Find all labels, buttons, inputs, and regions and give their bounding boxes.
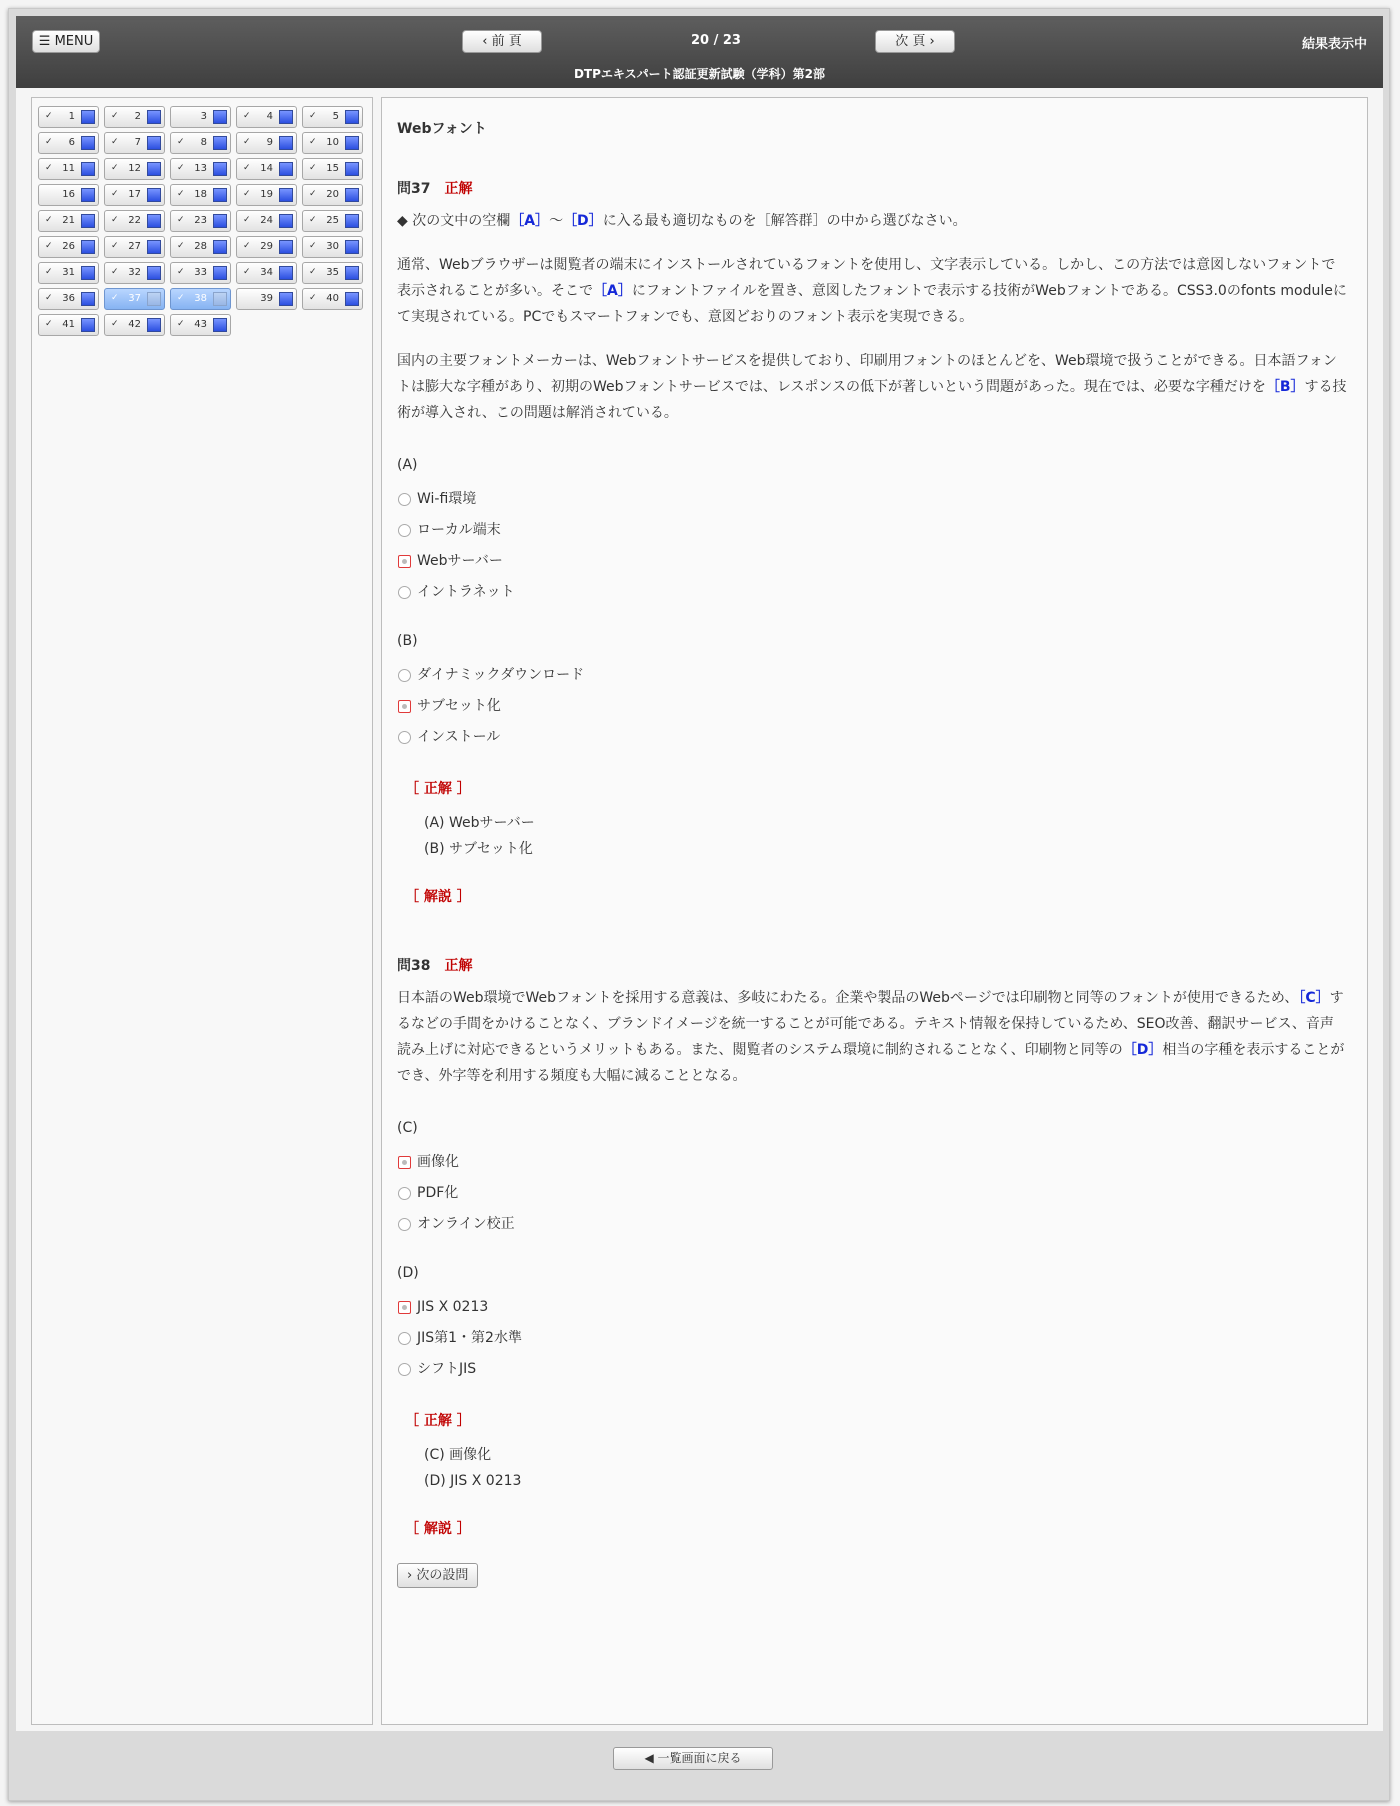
question-nav-button[interactable] [302, 184, 363, 206]
group-b-label: (B) [397, 633, 418, 649]
question-number: 23 [194, 215, 207, 226]
check-icon: ✓ [111, 111, 119, 121]
question-nav-button[interactable] [302, 262, 363, 284]
flag-checkbox-icon[interactable] [147, 292, 161, 306]
check-icon: ✓ [45, 163, 53, 173]
question-number: 22 [128, 215, 141, 226]
chevron-right-icon: › [407, 1568, 413, 1583]
question-number: 8 [200, 137, 207, 148]
check-icon: ✓ [177, 293, 185, 303]
flag-checkbox-icon[interactable] [345, 240, 359, 254]
question-nav-button[interactable] [104, 158, 165, 180]
question-nav-button[interactable] [236, 158, 297, 180]
check-icon: ✓ [45, 293, 53, 303]
question-number: 3 [200, 111, 207, 122]
radio-icon[interactable] [398, 1187, 411, 1200]
question-nav-button[interactable] [104, 314, 165, 336]
question-37-header: 問37 正解 [397, 181, 473, 197]
status-text: 結果表示中 [1301, 37, 1367, 52]
question-number: 9 [266, 137, 273, 148]
check-icon: ✓ [177, 267, 185, 277]
answer-option[interactable] [397, 577, 1347, 608]
radio-icon[interactable] [398, 1363, 411, 1376]
option-label: ローカル端末 [417, 522, 501, 538]
flag-checkbox-icon[interactable] [213, 136, 227, 150]
question-number: 11 [62, 163, 75, 174]
question-number: 27 [128, 241, 141, 252]
question-nav-button[interactable] [170, 314, 231, 336]
question-number: 18 [194, 189, 207, 200]
question-nav-button[interactable] [104, 236, 165, 258]
flag-checkbox-icon[interactable] [213, 110, 227, 124]
flag-checkbox-icon[interactable] [81, 240, 95, 254]
arrow-left-circle-icon: ◀ [644, 1751, 654, 1765]
next-question-button[interactable]: › 次の設問 [397, 1563, 478, 1588]
question-number: 26 [62, 241, 75, 252]
group-b-options [397, 660, 1347, 753]
flag-checkbox-icon[interactable] [279, 266, 293, 280]
question-nav-button[interactable] [38, 132, 99, 154]
answer-option[interactable] [397, 1147, 1347, 1178]
check-icon: ✓ [309, 267, 317, 277]
flag-checkbox-icon[interactable] [279, 240, 293, 254]
flag-checkbox-icon[interactable] [213, 214, 227, 228]
question-number: 35 [326, 267, 339, 278]
flag-checkbox-icon[interactable] [147, 266, 161, 280]
exam-title: DTPエキスパート認証更新試験（学科）第2部 [573, 67, 826, 81]
question-number: 37 [128, 293, 141, 304]
question-paragraph-2: 国内の主要フォントメーカーは、Webフォントサービスを提供しており、印刷用フォントのほとんどを、Web環境で扱うことができる。日本語フォントは膨大な字種があり、初期のWebフォントサービスでは、レスポンスの低下が著しいという問題があった。現在では、必要な字種だけを［B］する技術が導入され、この問題は解消されている。 [397, 353, 1347, 421]
blank-marker: ［A］ [593, 283, 632, 299]
question-nav-button[interactable] [170, 262, 231, 284]
question-nav-button[interactable] [170, 184, 231, 206]
question-number: 32 [128, 267, 141, 278]
flag-checkbox-icon[interactable] [213, 240, 227, 254]
check-icon: ✓ [111, 137, 119, 147]
check-icon: ✓ [45, 215, 53, 225]
question-nav-button[interactable] [38, 106, 99, 128]
flag-checkbox-icon[interactable] [345, 292, 359, 306]
question-number: 10 [326, 137, 339, 148]
radio-selected-icon[interactable] [398, 555, 411, 568]
group-c-label: (C) [397, 1120, 418, 1136]
radio-icon[interactable] [398, 1332, 411, 1345]
option-label: シフトJIS [417, 1361, 477, 1377]
question-number: 2 [134, 111, 141, 122]
question-nav-button[interactable] [236, 210, 297, 232]
question-number: 15 [326, 163, 339, 174]
radio-icon[interactable] [398, 669, 411, 682]
answer-option[interactable] [397, 1178, 1347, 1209]
question-nav-button[interactable] [236, 262, 297, 284]
blank-marker: ［A］ [510, 213, 550, 229]
answer-line: (A) Webサーバー [424, 815, 535, 831]
blank-marker: ［B］ [1265, 379, 1305, 395]
question-38-header: 問38 正解 [397, 958, 473, 974]
check-icon: ✓ [177, 189, 185, 199]
flag-checkbox-icon[interactable] [345, 136, 359, 150]
blank-marker: ［D］ [563, 213, 603, 229]
question-grid [38, 106, 363, 336]
question-nav-button[interactable] [170, 106, 231, 128]
flag-checkbox-icon[interactable] [81, 136, 95, 150]
question-number: 33 [194, 267, 207, 278]
question-number: 34 [260, 267, 273, 278]
check-icon: ✓ [111, 293, 119, 303]
radio-icon[interactable] [398, 586, 411, 599]
question-number: 25 [326, 215, 339, 226]
question-nav-button[interactable] [38, 314, 99, 336]
answer-option[interactable] [397, 546, 1347, 577]
check-icon: ✓ [177, 163, 185, 173]
flag-checkbox-icon[interactable] [147, 318, 161, 332]
flag-checkbox-icon[interactable] [345, 162, 359, 176]
explanation-heading: ［ 解説 ］ [405, 1521, 471, 1537]
check-icon: ✓ [243, 241, 251, 251]
answer-line: (D) JIS X 0213 [424, 1473, 522, 1489]
question-nav-button[interactable] [302, 106, 363, 128]
question-nav-button[interactable] [236, 106, 297, 128]
option-label: PDF化 [417, 1185, 459, 1201]
chevron-right-icon: › [929, 34, 935, 49]
check-icon: ✓ [45, 267, 53, 277]
question-number: 31 [62, 267, 75, 278]
check-icon: ✓ [243, 189, 251, 199]
radio-icon[interactable] [398, 493, 411, 506]
top-toolbar [16, 16, 1383, 88]
flag-checkbox-icon[interactable] [345, 188, 359, 202]
check-icon: ✓ [111, 215, 119, 225]
option-label: Webサーバー [417, 553, 503, 569]
answer-option[interactable] [397, 691, 1347, 722]
flag-checkbox-icon[interactable] [81, 188, 95, 202]
question-nav-button[interactable] [302, 210, 363, 232]
check-icon: ✓ [177, 319, 185, 329]
group-d-label: (D) [397, 1265, 419, 1281]
hamburger-icon: ☰ [38, 34, 51, 49]
question-nav-button[interactable] [38, 262, 99, 284]
question-panel [381, 97, 1368, 1725]
flag-checkbox-icon[interactable] [213, 266, 227, 280]
question-nav-button[interactable] [302, 132, 363, 154]
question-nav-button[interactable] [104, 262, 165, 284]
question-nav-button[interactable] [38, 184, 99, 206]
question-number: 16 [62, 189, 75, 200]
option-label: JIS X 0213 [417, 1299, 489, 1315]
answer-option[interactable] [397, 515, 1347, 546]
question-nav-button[interactable] [104, 132, 165, 154]
back-to-list-button[interactable]: ◀ 一覧画面に戻る [613, 1747, 773, 1770]
check-icon: ✓ [45, 111, 53, 121]
section-title: Webフォント [397, 121, 487, 137]
flag-checkbox-icon[interactable] [279, 110, 293, 124]
question-content [397, 116, 1347, 1588]
flag-checkbox-icon[interactable] [81, 292, 95, 306]
option-label: オンライン校正 [417, 1216, 515, 1232]
next-page-button[interactable]: 次 頁 › [875, 30, 955, 53]
instruction-text: ◆ 次の文中の空欄［A］〜［D］に入る最も適切なものを［解答群］の中から選びなさい。 [397, 213, 967, 229]
check-icon: ✓ [309, 293, 317, 303]
radio-selected-icon[interactable] [398, 1156, 411, 1169]
question-number: 24 [260, 215, 273, 226]
answer-option[interactable] [397, 660, 1347, 691]
question-number: 40 [326, 293, 339, 304]
menu-button[interactable]: ☰ MENU [32, 30, 100, 53]
question-number: 36 [62, 293, 75, 304]
check-icon: ✓ [111, 241, 119, 251]
question-number: 43 [194, 319, 207, 330]
question-nav-button[interactable] [104, 184, 165, 206]
flag-checkbox-icon[interactable] [147, 162, 161, 176]
question-nav-button[interactable] [38, 236, 99, 258]
question-nav-button[interactable] [38, 210, 99, 232]
answer-option[interactable] [397, 722, 1347, 753]
question-number: 7 [134, 137, 141, 148]
check-icon: ✓ [111, 163, 119, 173]
flag-checkbox-icon[interactable] [279, 162, 293, 176]
flag-checkbox-icon[interactable] [147, 188, 161, 202]
question-number: 20 [326, 189, 339, 200]
answer-line: (C) 画像化 [424, 1447, 492, 1463]
answer-heading: ［ 正解 ］ [405, 781, 471, 797]
check-icon: ✓ [309, 111, 317, 121]
question-nav-button[interactable] [170, 158, 231, 180]
check-icon: ✓ [243, 111, 251, 121]
answer-line: (B) サブセット化 [424, 841, 533, 857]
option-label: ダイナミックダウンロード [417, 667, 585, 683]
flag-checkbox-icon[interactable] [345, 110, 359, 124]
flag-checkbox-icon[interactable] [345, 266, 359, 280]
flag-checkbox-icon[interactable] [213, 188, 227, 202]
question-nav-button[interactable] [104, 288, 165, 310]
question-paragraph: 日本語のWeb環境でWebフォントを採用する意義は、多岐にわたる。企業や製品のWebページでは印刷物と同等のフォントが使用できるため、［C］するなどの手間をかけることなく、ブランドイメージを統一することが可能である。テキスト情報を保持しているため、SEO改善、翻訳サービス、音声読み上げに対応できるというメリットもある。また、閲覧者のシステム環境に制約されることなく、印刷物と同等の［D］相当の字種を表示することができ、外字等を利用する頻度も大幅に減ることとなる。 [397, 990, 1345, 1084]
question-number: 14 [260, 163, 273, 174]
question-nav-button[interactable] [170, 236, 231, 258]
question-navigator [31, 97, 373, 1725]
result-badge: 正解 [444, 958, 473, 974]
blank-marker: ［D］ [1122, 1042, 1163, 1058]
check-icon: ✓ [309, 241, 317, 251]
flag-checkbox-icon[interactable] [147, 110, 161, 124]
check-icon: ✓ [177, 137, 185, 147]
flag-checkbox-icon[interactable] [279, 188, 293, 202]
group-c-options [397, 1147, 1347, 1240]
question-number: 1 [68, 111, 75, 122]
radio-icon[interactable] [398, 1218, 411, 1231]
question-nav-button[interactable] [302, 288, 363, 310]
flag-checkbox-icon[interactable] [147, 240, 161, 254]
question-nav-button[interactable] [104, 210, 165, 232]
question-nav-button[interactable] [236, 236, 297, 258]
prev-page-button[interactable]: ‹ 前 頁 [462, 30, 542, 53]
question-number: 39 [260, 293, 273, 304]
blank-marker: ［C］ [1298, 990, 1330, 1006]
flag-checkbox-icon[interactable] [81, 162, 95, 176]
flag-checkbox-icon[interactable] [81, 318, 95, 332]
check-icon: ✓ [243, 163, 251, 173]
check-icon: ✓ [111, 189, 119, 199]
question-number: 17 [128, 189, 141, 200]
check-icon: ✓ [45, 319, 53, 329]
check-icon: ✓ [177, 241, 185, 251]
question-nav-button[interactable] [170, 288, 231, 310]
question-nav-button[interactable] [170, 210, 231, 232]
question-nav-button[interactable] [302, 158, 363, 180]
question-number: 29 [260, 241, 273, 252]
group-a-options [397, 484, 1347, 608]
flag-checkbox-icon[interactable] [81, 214, 95, 228]
question-number: 42 [128, 319, 141, 330]
question-number: 21 [62, 215, 75, 226]
radio-selected-icon[interactable] [398, 700, 411, 713]
question-nav-button[interactable] [236, 288, 297, 310]
radio-selected-icon[interactable] [398, 1301, 411, 1314]
option-label: 画像化 [417, 1154, 459, 1170]
flag-checkbox-icon[interactable] [213, 318, 227, 332]
check-icon: ✓ [309, 137, 317, 147]
flag-checkbox-icon[interactable] [213, 292, 227, 306]
flag-checkbox-icon[interactable] [345, 214, 359, 228]
question-number: 4 [266, 111, 273, 122]
answer-option[interactable] [397, 1354, 1347, 1385]
question-number: 30 [326, 241, 339, 252]
question-nav-button[interactable] [38, 158, 99, 180]
check-icon: ✓ [243, 215, 251, 225]
question-number: 38 [194, 293, 207, 304]
flag-checkbox-icon[interactable] [81, 110, 95, 124]
explanation-heading: ［ 解説 ］ [405, 889, 471, 905]
radio-icon[interactable] [398, 524, 411, 537]
option-label: JIS第1・第2水準 [417, 1330, 522, 1346]
question-number: 41 [62, 319, 75, 330]
flag-checkbox-icon[interactable] [81, 266, 95, 280]
option-label: インストール [417, 729, 501, 745]
check-icon: ✓ [45, 137, 53, 147]
question-nav-button[interactable] [236, 184, 297, 206]
check-icon: ✓ [243, 267, 251, 277]
question-number: 12 [128, 163, 141, 174]
question-paragraph-1: 通常、Webブラウザーは閲覧者の端末にインストールされているフォントを使用し、文字表示している。しかし、この方法では意図しないフォントで表示されることが多い。そこで［A］にフォントファイルを置き、意図したフォントで表示する技術がWebフォントである。CSS3.0のfonts moduleにて実現されている。PCでもスマートフォンでも、意図どおりのフォント表示を実現できる。 [397, 257, 1347, 325]
answer-option[interactable] [397, 1209, 1347, 1240]
flag-checkbox-icon[interactable] [279, 214, 293, 228]
option-label: サブセット化 [417, 698, 501, 714]
question-number: 19 [260, 189, 273, 200]
question-number: 28 [194, 241, 207, 252]
flag-checkbox-icon[interactable] [279, 292, 293, 306]
flag-checkbox-icon[interactable] [213, 162, 227, 176]
check-icon: ✓ [111, 267, 119, 277]
check-icon: ✓ [45, 241, 53, 251]
page-counter: 20 / 23 [691, 33, 741, 48]
result-badge: 正解 [444, 181, 473, 197]
check-icon: ✓ [243, 137, 251, 147]
question-nav-button[interactable] [104, 106, 165, 128]
check-icon: ✓ [111, 319, 119, 329]
radio-icon[interactable] [398, 731, 411, 744]
flag-checkbox-icon[interactable] [147, 136, 161, 150]
question-number: 13 [194, 163, 207, 174]
option-label: Wi-fi環境 [417, 491, 477, 507]
question-nav-button[interactable] [38, 288, 99, 310]
answer-option[interactable] [397, 1292, 1347, 1323]
check-icon: ✓ [177, 215, 185, 225]
group-a-label: (A) [397, 457, 418, 473]
answer-option[interactable] [397, 484, 1347, 515]
question-nav-button[interactable] [302, 236, 363, 258]
check-icon: ✓ [309, 189, 317, 199]
check-icon: ✓ [309, 163, 317, 173]
flag-checkbox-icon[interactable] [279, 136, 293, 150]
group-d-options [397, 1292, 1347, 1385]
question-nav-button[interactable] [170, 132, 231, 154]
chevron-left-icon: ‹ [482, 34, 488, 49]
option-label: イントラネット [417, 584, 515, 600]
question-number: 6 [68, 137, 75, 148]
question-number: 5 [332, 111, 339, 122]
answer-heading: ［ 正解 ］ [405, 1413, 471, 1429]
check-icon: ✓ [309, 215, 317, 225]
answer-option[interactable] [397, 1323, 1347, 1354]
flag-checkbox-icon[interactable] [147, 214, 161, 228]
question-nav-button[interactable] [236, 132, 297, 154]
